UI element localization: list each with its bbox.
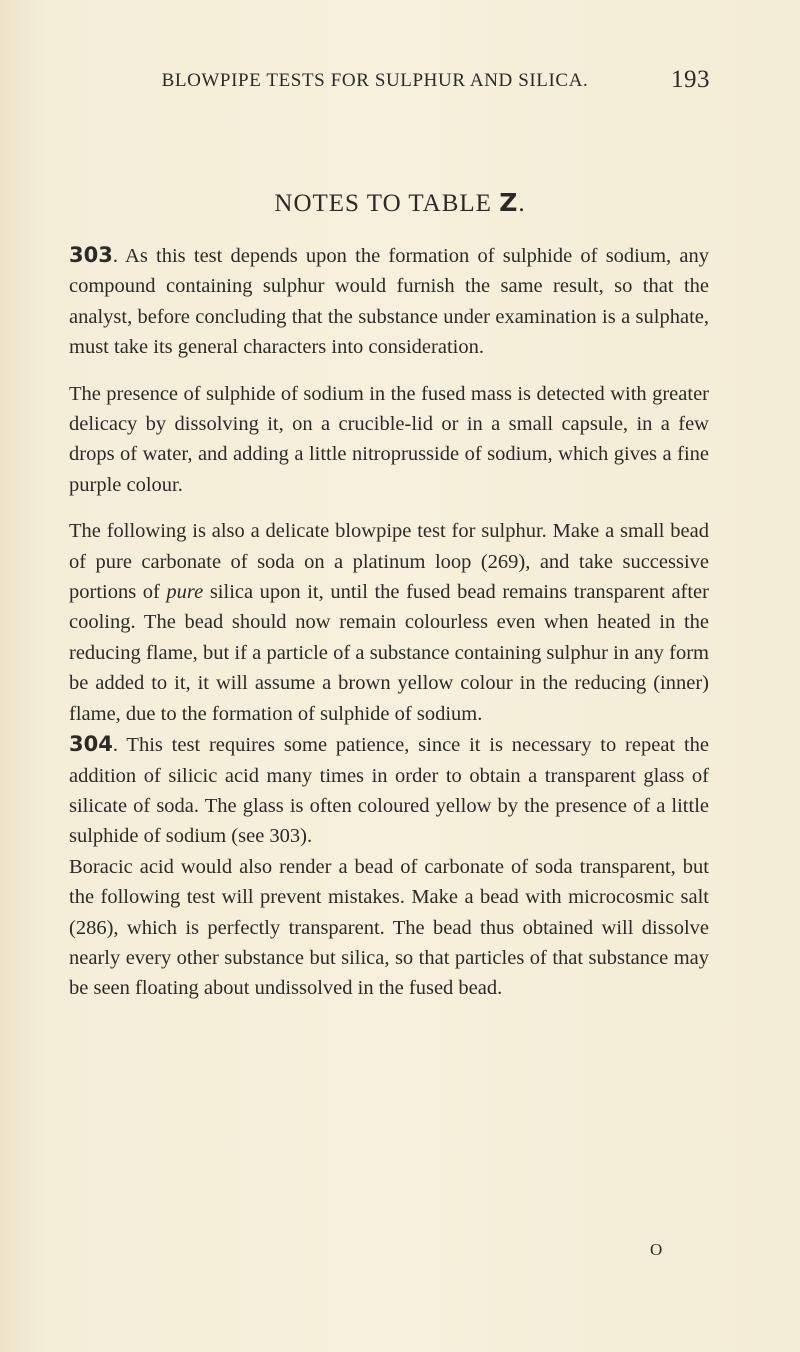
paragraph-303 — [69, 240, 709, 363]
paragraph-304 — [69, 729, 709, 852]
section-heading — [0, 188, 800, 218]
section-heading-suffix: . — [518, 190, 526, 217]
paragraph-text-start: The following is also a delicate blowpipe test for sulphur. Make a small bead of pure carbonate of soda on a platinum loop (269), and take successive portions of — [69, 520, 709, 604]
running-head — [140, 66, 710, 100]
note-number: 303 — [69, 243, 113, 267]
paragraph-text: Boracic acid would also render a bead of carbonate of soda transparent, but the following test will prevent mistakes. Make a bead with microcosmic salt (286), which is perfectly transparent. The bead thus obtained will dissolve nearly every other substance but silica, so that particles of that substance may be seen floating about undissolved in the fused bead. — [69, 855, 709, 1000]
running-title: BLOWPIPE TESTS FOR SULPHUR AND SILICA. — [161, 70, 589, 91]
paragraph-text: The presence of sulphide of sodium in the fused mass is detected with greater delicacy by dissolving it, on a crucible-lid or in a small capsule, in a few drops of water, and adding a little nitroprusside of sodium, which gives a fine purple colour. — [69, 382, 709, 496]
paragraph-boracic — [69, 852, 709, 1004]
page-number: 193 — [671, 66, 710, 93]
body-text — [69, 240, 709, 1004]
table-letter: Z — [499, 188, 519, 217]
paragraph-bead-test — [69, 516, 709, 729]
paragraph-nitroprusside — [69, 379, 709, 501]
note-number: 304 — [69, 732, 113, 757]
paragraph-text-end: silica upon it, until the fused bead remains transparent after cooling. The bead should now remain colourless even when heated in the reducing flame, but if a particle of a substance containing sulphur in any form be added to it, it will assume a brown yellow colour in the reducing (inner) flame, due to the formation of sulphide of sodium. — [69, 581, 709, 725]
signature-mark: O — [650, 1240, 663, 1259]
section-heading-prefix: NOTES TO TABLE — [274, 190, 500, 217]
emphasis-pure: pure — [166, 581, 204, 604]
paragraph-text: . This test requires some patience, since it is necessary to repeat the addition of silicic acid many times in order to obtain a transparent glass of silicate of soda. The glass is often coloured yellow by the presence of a little sulphide of sodium (see 303). — [69, 734, 709, 848]
paragraph-text: . As this test depends upon the formation of sulphide of sodium, any compound containing sulphur would furnish the same result, so that the analyst, before concluding that the substance under examination is a sulphate, must take its general characters into consideration. — [69, 245, 709, 359]
